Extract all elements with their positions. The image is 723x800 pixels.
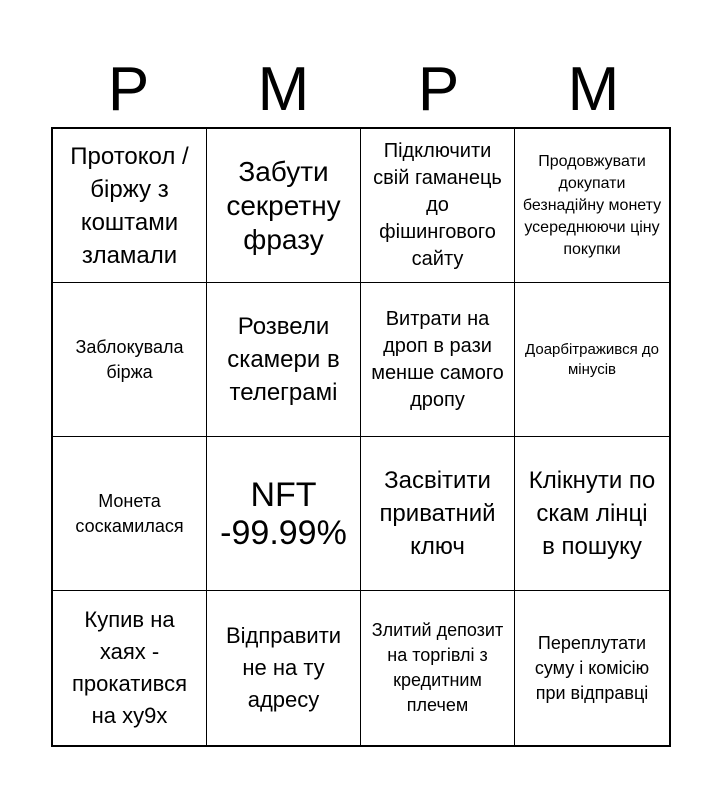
- cell-text: Клікнути по скам лінці в пошуку: [528, 467, 656, 560]
- bingo-cell[interactable]: [53, 591, 207, 745]
- cell-text: Розвели скамери в телеграмі: [227, 313, 340, 406]
- cell-text: Підключити свій гаманець до фішингового сайту: [373, 140, 502, 270]
- cell-text: Забути секретну фразу: [226, 155, 341, 255]
- bingo-cell[interactable]: [53, 283, 207, 437]
- cell-text: Переплутати суму і комісію при відправці: [534, 632, 650, 703]
- cell-text: Заблокувала біржа: [75, 336, 184, 382]
- cell-text: Купив на хаях - прокатився на ху9х: [72, 607, 187, 728]
- cell-text: Доарбітражився до мінусів: [525, 340, 659, 378]
- bingo-cell[interactable]: [515, 437, 669, 591]
- header-letter-2: M: [257, 55, 310, 124]
- bingo-cell[interactable]: [361, 437, 515, 591]
- bingo-cell[interactable]: [207, 129, 361, 283]
- header-letter-3: P: [417, 55, 460, 124]
- header-letter-1: P: [107, 55, 150, 124]
- bingo-cell[interactable]: [53, 129, 207, 283]
- bingo-cell[interactable]: [361, 129, 515, 283]
- bingo-cell[interactable]: [361, 283, 515, 437]
- cell-text: Витрати на дроп в рази менше самого дропу: [371, 307, 504, 411]
- cell-text: Продовжувати докупати безнадійну монету усереднюючи ціну покупки: [522, 152, 662, 258]
- bingo-header: [51, 52, 671, 128]
- bingo-cell[interactable]: [207, 591, 361, 745]
- bingo-cell[interactable]: [53, 437, 207, 591]
- cell-text: Відправити не на ту адресу: [225, 623, 342, 712]
- bingo-cell[interactable]: [207, 283, 361, 437]
- cell-text: NFT -99.99%: [220, 475, 347, 552]
- bingo-cell[interactable]: [515, 283, 669, 437]
- header-letter-4: M: [567, 55, 620, 124]
- cell-text: Монета соскамилася: [75, 490, 184, 536]
- cell-text: Протокол / біржу з коштами зламали: [70, 142, 189, 269]
- bingo-cell[interactable]: [361, 591, 515, 745]
- cell-text: Злитий депозит на торгівлі з кредитним плечем: [371, 620, 504, 715]
- bingo-cell[interactable]: [207, 437, 361, 591]
- cell-text: Засвітити приватний ключ: [379, 467, 496, 560]
- bingo-grid: [51, 127, 671, 747]
- bingo-cell[interactable]: [515, 129, 669, 283]
- bingo-cell[interactable]: [515, 591, 669, 745]
